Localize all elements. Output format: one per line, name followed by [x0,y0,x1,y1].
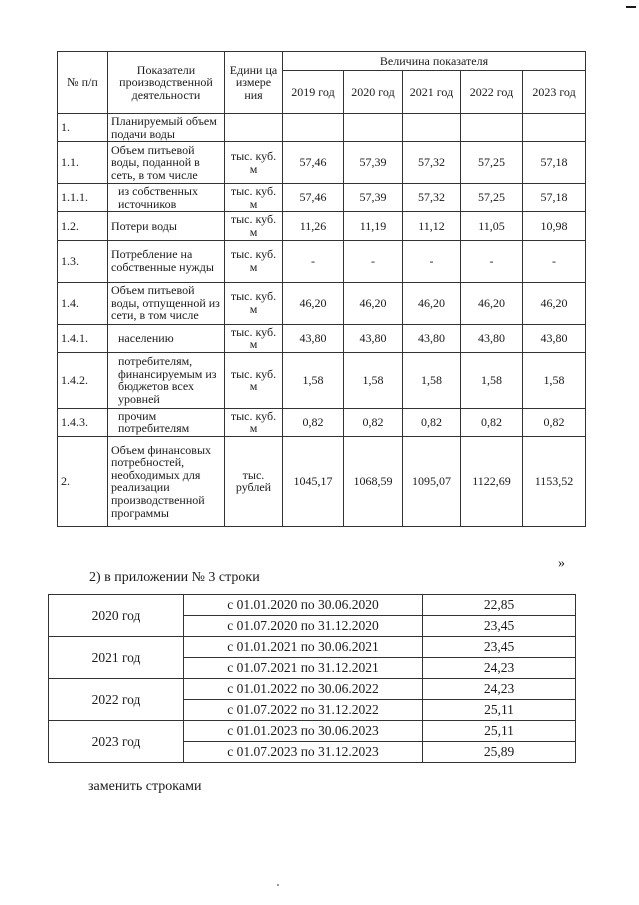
row-value [403,114,461,142]
row-value: - [461,240,523,282]
period-year: 2023 год [49,721,184,763]
row-unit: тыс. куб. м [225,240,283,282]
row-indicator: Объем финансовых потребностей, необходимых для реализации производственной программы [108,436,225,526]
row-number: 1.4.2. [58,352,108,408]
row-value: 11,26 [283,212,344,240]
row-value: 57,32 [403,184,461,212]
row-value: 0,82 [403,408,461,436]
table-row [58,212,586,240]
row-value: 57,46 [283,142,344,184]
row-value: 46,20 [461,282,523,324]
table-row [49,721,576,742]
period-year: 2022 год [49,679,184,721]
header-value: Величина показателя [283,52,586,71]
row-unit [225,114,283,142]
row-number: 1.1. [58,142,108,184]
table-row [58,324,586,352]
period-range: с 01.07.2020 по 31.12.2020 [184,616,423,637]
row-value: 43,80 [523,324,586,352]
row-indicator: Объем питьевой воды, отпущенной из сети, в том числе [108,282,225,324]
row-value: 1153,52 [523,436,586,526]
row-indicator: прочим потребителям [108,408,225,436]
row-value: 1045,17 [283,436,344,526]
row-indicator: Потребление на собственные нужды [108,240,225,282]
row-value: 0,82 [461,408,523,436]
tariff-periods-table [48,594,576,763]
row-unit: тыс. куб. м [225,212,283,240]
scan-dot [277,884,279,886]
table-row [58,114,586,142]
table-row [58,352,586,408]
row-value: 1095,07 [403,436,461,526]
row-value: 1,58 [344,352,403,408]
row-value: 11,05 [461,212,523,240]
row-number: 1.4.1. [58,324,108,352]
replace-text: заменить строками [88,779,202,794]
row-value: - [403,240,461,282]
row-value [461,114,523,142]
row-unit: тыс. куб. м [225,408,283,436]
row-value: 57,25 [461,184,523,212]
period-range: с 01.07.2023 по 31.12.2023 [184,742,423,763]
row-value: - [283,240,344,282]
row-value: 1,58 [523,352,586,408]
row-value: 43,80 [403,324,461,352]
production-indicators-table [57,51,586,527]
period-year: 2020 год [49,595,184,637]
row-unit: тыс. куб. м [225,324,283,352]
row-number: 1.4.3. [58,408,108,436]
period-value: 25,89 [423,742,576,763]
row-value: 0,82 [523,408,586,436]
row-value: 1,58 [283,352,344,408]
row-unit: тыс. куб. м [225,352,283,408]
row-number: 2. [58,436,108,526]
row-value: 43,80 [344,324,403,352]
period-value: 24,23 [423,658,576,679]
period-range: с 01.07.2021 по 31.12.2021 [184,658,423,679]
row-value: 57,39 [344,142,403,184]
period-value: 22,85 [423,595,576,616]
row-value [344,114,403,142]
header-year: 2019 год [283,71,344,114]
row-value: 43,80 [283,324,344,352]
row-indicator: Потери воды [108,212,225,240]
table-row [58,408,586,436]
row-value: 10,98 [523,212,586,240]
row-value: 1,58 [461,352,523,408]
table-row [58,282,586,324]
row-value: - [523,240,586,282]
header-indicator: Показатели производственной деятельности [108,52,225,114]
row-unit: тыс. куб. м [225,282,283,324]
row-value: 0,82 [283,408,344,436]
row-value: 46,20 [523,282,586,324]
row-indicator: потребителям, финансируемым из бюджетов всех уровней [108,352,225,408]
row-value: 57,39 [344,184,403,212]
header-year: 2022 год [461,71,523,114]
row-number: 1.1.1. [58,184,108,212]
row-number: 1.4. [58,282,108,324]
table-row [49,679,576,700]
row-unit: тыс. куб. м [225,184,283,212]
table-row [49,595,576,616]
period-range: с 01.01.2022 по 30.06.2022 [184,679,423,700]
table-row [58,240,586,282]
row-value: 1068,59 [344,436,403,526]
period-value: 25,11 [423,700,576,721]
period-range: с 01.01.2023 по 30.06.2023 [184,721,423,742]
row-value: 46,20 [283,282,344,324]
period-range: с 01.01.2020 по 30.06.2020 [184,595,423,616]
row-value: - [344,240,403,282]
header-year: 2023 год [523,71,586,114]
row-unit: тыс. куб. м [225,142,283,184]
row-value: 46,20 [344,282,403,324]
row-value: 57,18 [523,142,586,184]
row-value: 11,19 [344,212,403,240]
header-unit: Едини ца измере ния [225,52,283,114]
closing-quote: » [558,556,565,571]
row-unit: тыс. рублей [225,436,283,526]
row-value [283,114,344,142]
row-value: 57,32 [403,142,461,184]
period-value: 23,45 [423,637,576,658]
period-value: 23,45 [423,616,576,637]
period-value: 25,11 [423,721,576,742]
row-value: 1122,69 [461,436,523,526]
row-indicator: Планируемый объем подачи воды [108,114,225,142]
row-value: 57,46 [283,184,344,212]
row-value: 57,18 [523,184,586,212]
period-range: с 01.01.2021 по 30.06.2021 [184,637,423,658]
row-value: 11,12 [403,212,461,240]
row-indicator: Объем питьевой воды, поданной в сеть, в том числе [108,142,225,184]
header-year: 2020 год [344,71,403,114]
table-row [49,637,576,658]
row-indicator: населению [108,324,225,352]
row-value: 0,82 [344,408,403,436]
corner-mark [626,6,636,8]
row-value: 57,25 [461,142,523,184]
row-indicator: из собственных источников [108,184,225,212]
row-number: 1.3. [58,240,108,282]
table-row [58,184,586,212]
appendix-caption: 2) в приложении № 3 строки [89,570,260,585]
row-value [523,114,586,142]
row-value: 43,80 [461,324,523,352]
row-number: 1.2. [58,212,108,240]
row-value: 46,20 [403,282,461,324]
table-row [58,142,586,184]
header-year: 2021 год [403,71,461,114]
table-row [58,436,586,526]
period-year: 2021 год [49,637,184,679]
row-number: 1. [58,114,108,142]
period-value: 24,23 [423,679,576,700]
header-num: № п/п [58,52,108,114]
row-value: 1,58 [403,352,461,408]
period-range: с 01.07.2022 по 31.12.2022 [184,700,423,721]
